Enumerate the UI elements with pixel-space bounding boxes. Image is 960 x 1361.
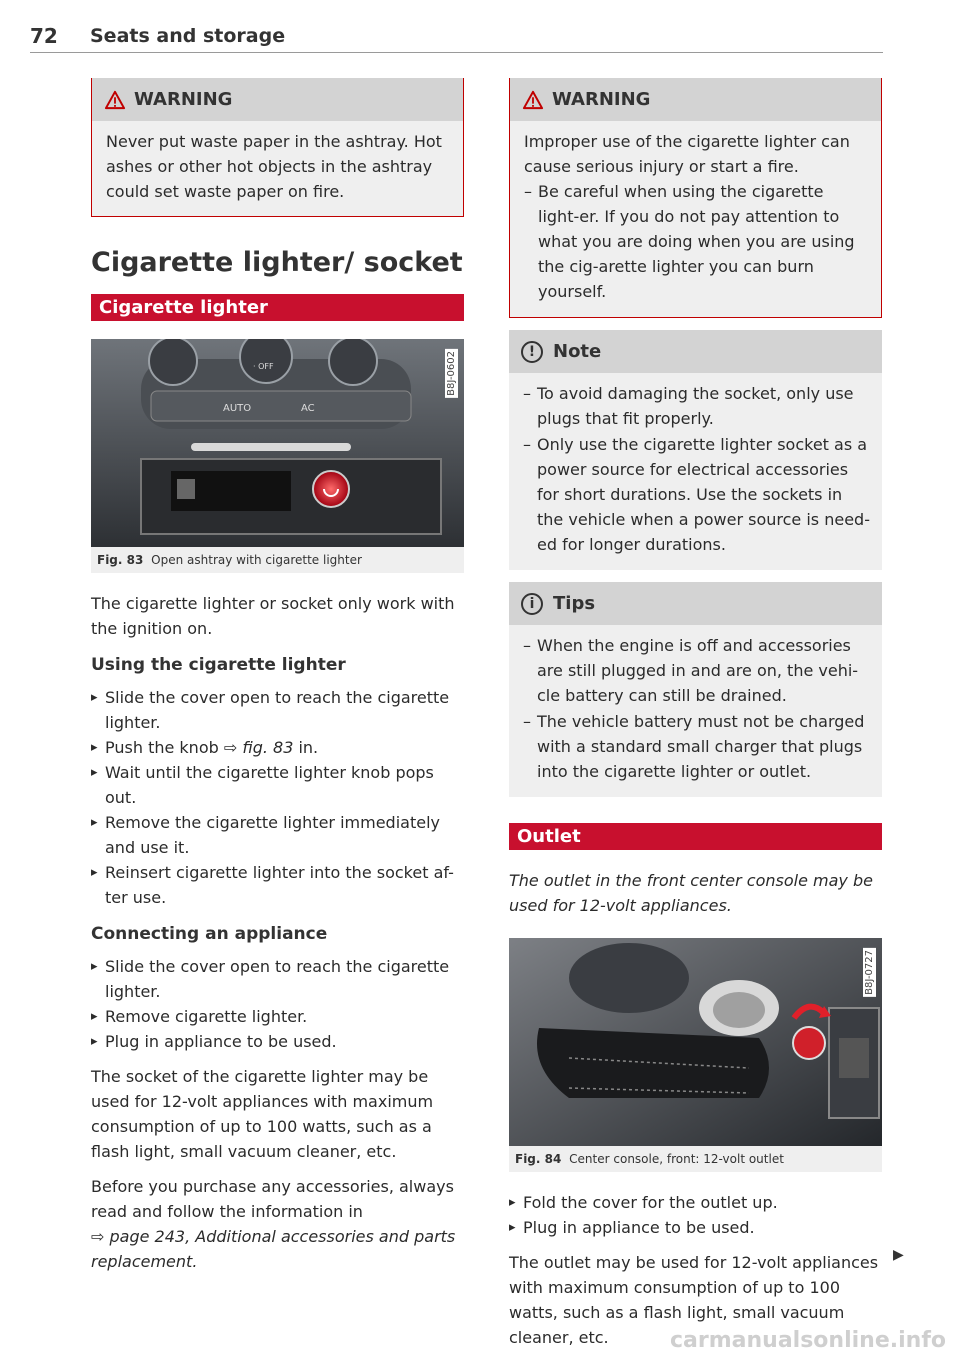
page-number: 72: [30, 24, 58, 48]
list-item: ▸ Plug in appliance to be used.: [91, 1029, 464, 1054]
figure-caption: [91, 547, 464, 573]
step-suffix: in.: [293, 738, 319, 757]
using-steps: [91, 685, 464, 910]
warning-box-ashtray: [91, 78, 464, 217]
figure-reference-link[interactable]: ⇨ fig. 83: [223, 738, 294, 757]
ashtray-illustration: [91, 339, 464, 547]
continue-arrow-icon: ▶: [893, 1247, 904, 1263]
exclamation-icon: !: [521, 341, 543, 363]
tips-title: [509, 582, 882, 625]
figure-caption: [509, 1146, 882, 1172]
warning-title-text: WARNING: [134, 89, 233, 110]
figure-caption-text: Open ashtray with cigarette lighter: [151, 553, 362, 567]
list-item: [91, 735, 464, 760]
watermark: carmanualsonline.info: [670, 1328, 946, 1353]
note-title-text: Note: [553, 341, 602, 362]
tips-title-text: Tips: [553, 593, 596, 614]
list-item: ▸ Plug in appliance to be used.: [509, 1215, 882, 1240]
figure-label: Fig. 83: [97, 553, 144, 567]
warning-intro: Improper use of the cigarette lighter can cause serious injury or start a fire.: [524, 132, 850, 176]
warning-triangle-icon: [104, 90, 126, 110]
list-item: ▸ Reinsert cigarette lighter into the socket af-ter use.: [91, 860, 464, 910]
page-heading: Cigarette lighter/ socket: [91, 247, 463, 278]
figure-code: B8J-0602: [446, 351, 457, 396]
tips-items: [523, 633, 870, 784]
info-icon: i: [521, 593, 543, 615]
list-item: ▸ Slide the cover open to reach the cigarette lighter.: [91, 685, 464, 735]
list-item: – To avoid damaging the socket, only use plugs that fit properly.: [523, 381, 870, 431]
before-paragraph: [91, 1174, 464, 1274]
list-item: – Be careful when using the cigarette light-er. If you do not pay attention to what you are doing when you are using the cig-arette lighter you can burn yourself.: [524, 179, 869, 304]
list-item: ▸ Fold the cover for the outlet up.: [509, 1190, 882, 1215]
right-column: [509, 78, 882, 1360]
figure-83: [91, 339, 464, 573]
note-title: [509, 330, 882, 373]
warning-title: [92, 78, 463, 121]
warning-title: [510, 78, 881, 121]
before-text: Before you purchase any accessories, always read and follow the information in: [91, 1177, 454, 1221]
console-photo: [509, 938, 882, 1146]
warning-body: [510, 121, 881, 317]
note-box: [509, 330, 882, 570]
figure-label: Fig. 84: [515, 1152, 562, 1166]
list-item: – The vehicle battery must not be charged with a standard small charger that plugs into the cigarette lighter or outlet.: [523, 709, 870, 784]
using-heading: Using the cigarette lighter: [91, 655, 346, 675]
warning-title-text: WARNING: [552, 89, 651, 110]
list-item: ▸ Remove the cigarette lighter immediately and use it.: [91, 810, 464, 860]
connect-steps: [91, 954, 464, 1054]
socket-paragraph: The socket of the cigarette lighter may be used for 12-volt appliances with maximum consumption of up to 100 watts, such as a flash light, small vacuum cleaner, etc.: [91, 1067, 434, 1161]
outlet-steps: [509, 1190, 882, 1240]
warning-triangle-icon: [522, 90, 544, 110]
outlet-paragraph: The outlet may be used for 12-volt appliances with maximum consumption of up to 100 watts, such as a flash light, small vacuum cleaner, etc.: [509, 1253, 879, 1347]
page-header: [30, 22, 883, 53]
list-item: – Only use the cigarette lighter socket as a power source for electrical accessories for short durations. Use the sockets in the vehicle when a power source is need-ed for longer durations.: [523, 432, 870, 557]
step-text: Push the knob: [105, 738, 219, 757]
connect-heading: Connecting an appliance: [91, 924, 328, 944]
section-title: Seats and storage: [90, 25, 286, 47]
list-item: ▸ Slide the cover open to reach the cigarette lighter.: [91, 954, 464, 1004]
warning-items: [524, 179, 869, 304]
section-bar-outlet: Outlet: [509, 823, 882, 850]
warning-text: Never put waste paper in the ashtray. Hot ashes or other hot objects in the ashtray could set waste paper on fire.: [106, 132, 442, 201]
outlet-intro: The outlet in the front center console may be used for 12-volt appliances.: [509, 871, 873, 915]
list-item: – When the engine is off and accessories are still plugged in and are on, the vehi-cle battery can still be drained.: [523, 633, 870, 708]
off-label: · OFF: [253, 362, 274, 371]
auto-label: AUTO: [223, 403, 252, 414]
page-reference-link[interactable]: ⇨ page 243, Additional accessories and parts replacement.: [91, 1227, 456, 1271]
tips-box: [509, 582, 882, 797]
list-item: ▸ Remove cigarette lighter.: [91, 1004, 464, 1029]
warning-box-lighter: [509, 78, 882, 318]
list-item: ▸ Wait until the cigarette lighter knob pops out.: [91, 760, 464, 810]
note-body: [509, 373, 882, 570]
figure-caption-text: Center console, front: 12-volt outlet: [569, 1152, 784, 1166]
note-items: [523, 381, 870, 557]
ac-label: AC: [301, 403, 315, 414]
intro-paragraph: The cigarette lighter or socket only work with the ignition on.: [91, 594, 455, 638]
left-column: [91, 78, 464, 1284]
figure-code: B8J-0727: [864, 950, 875, 995]
ashtray-photo: [91, 339, 464, 547]
figure-84: [509, 938, 882, 1172]
console-illustration: [509, 938, 882, 1146]
tips-body: [509, 625, 882, 797]
section-bar-cigarette-lighter: Cigarette lighter: [91, 294, 464, 321]
